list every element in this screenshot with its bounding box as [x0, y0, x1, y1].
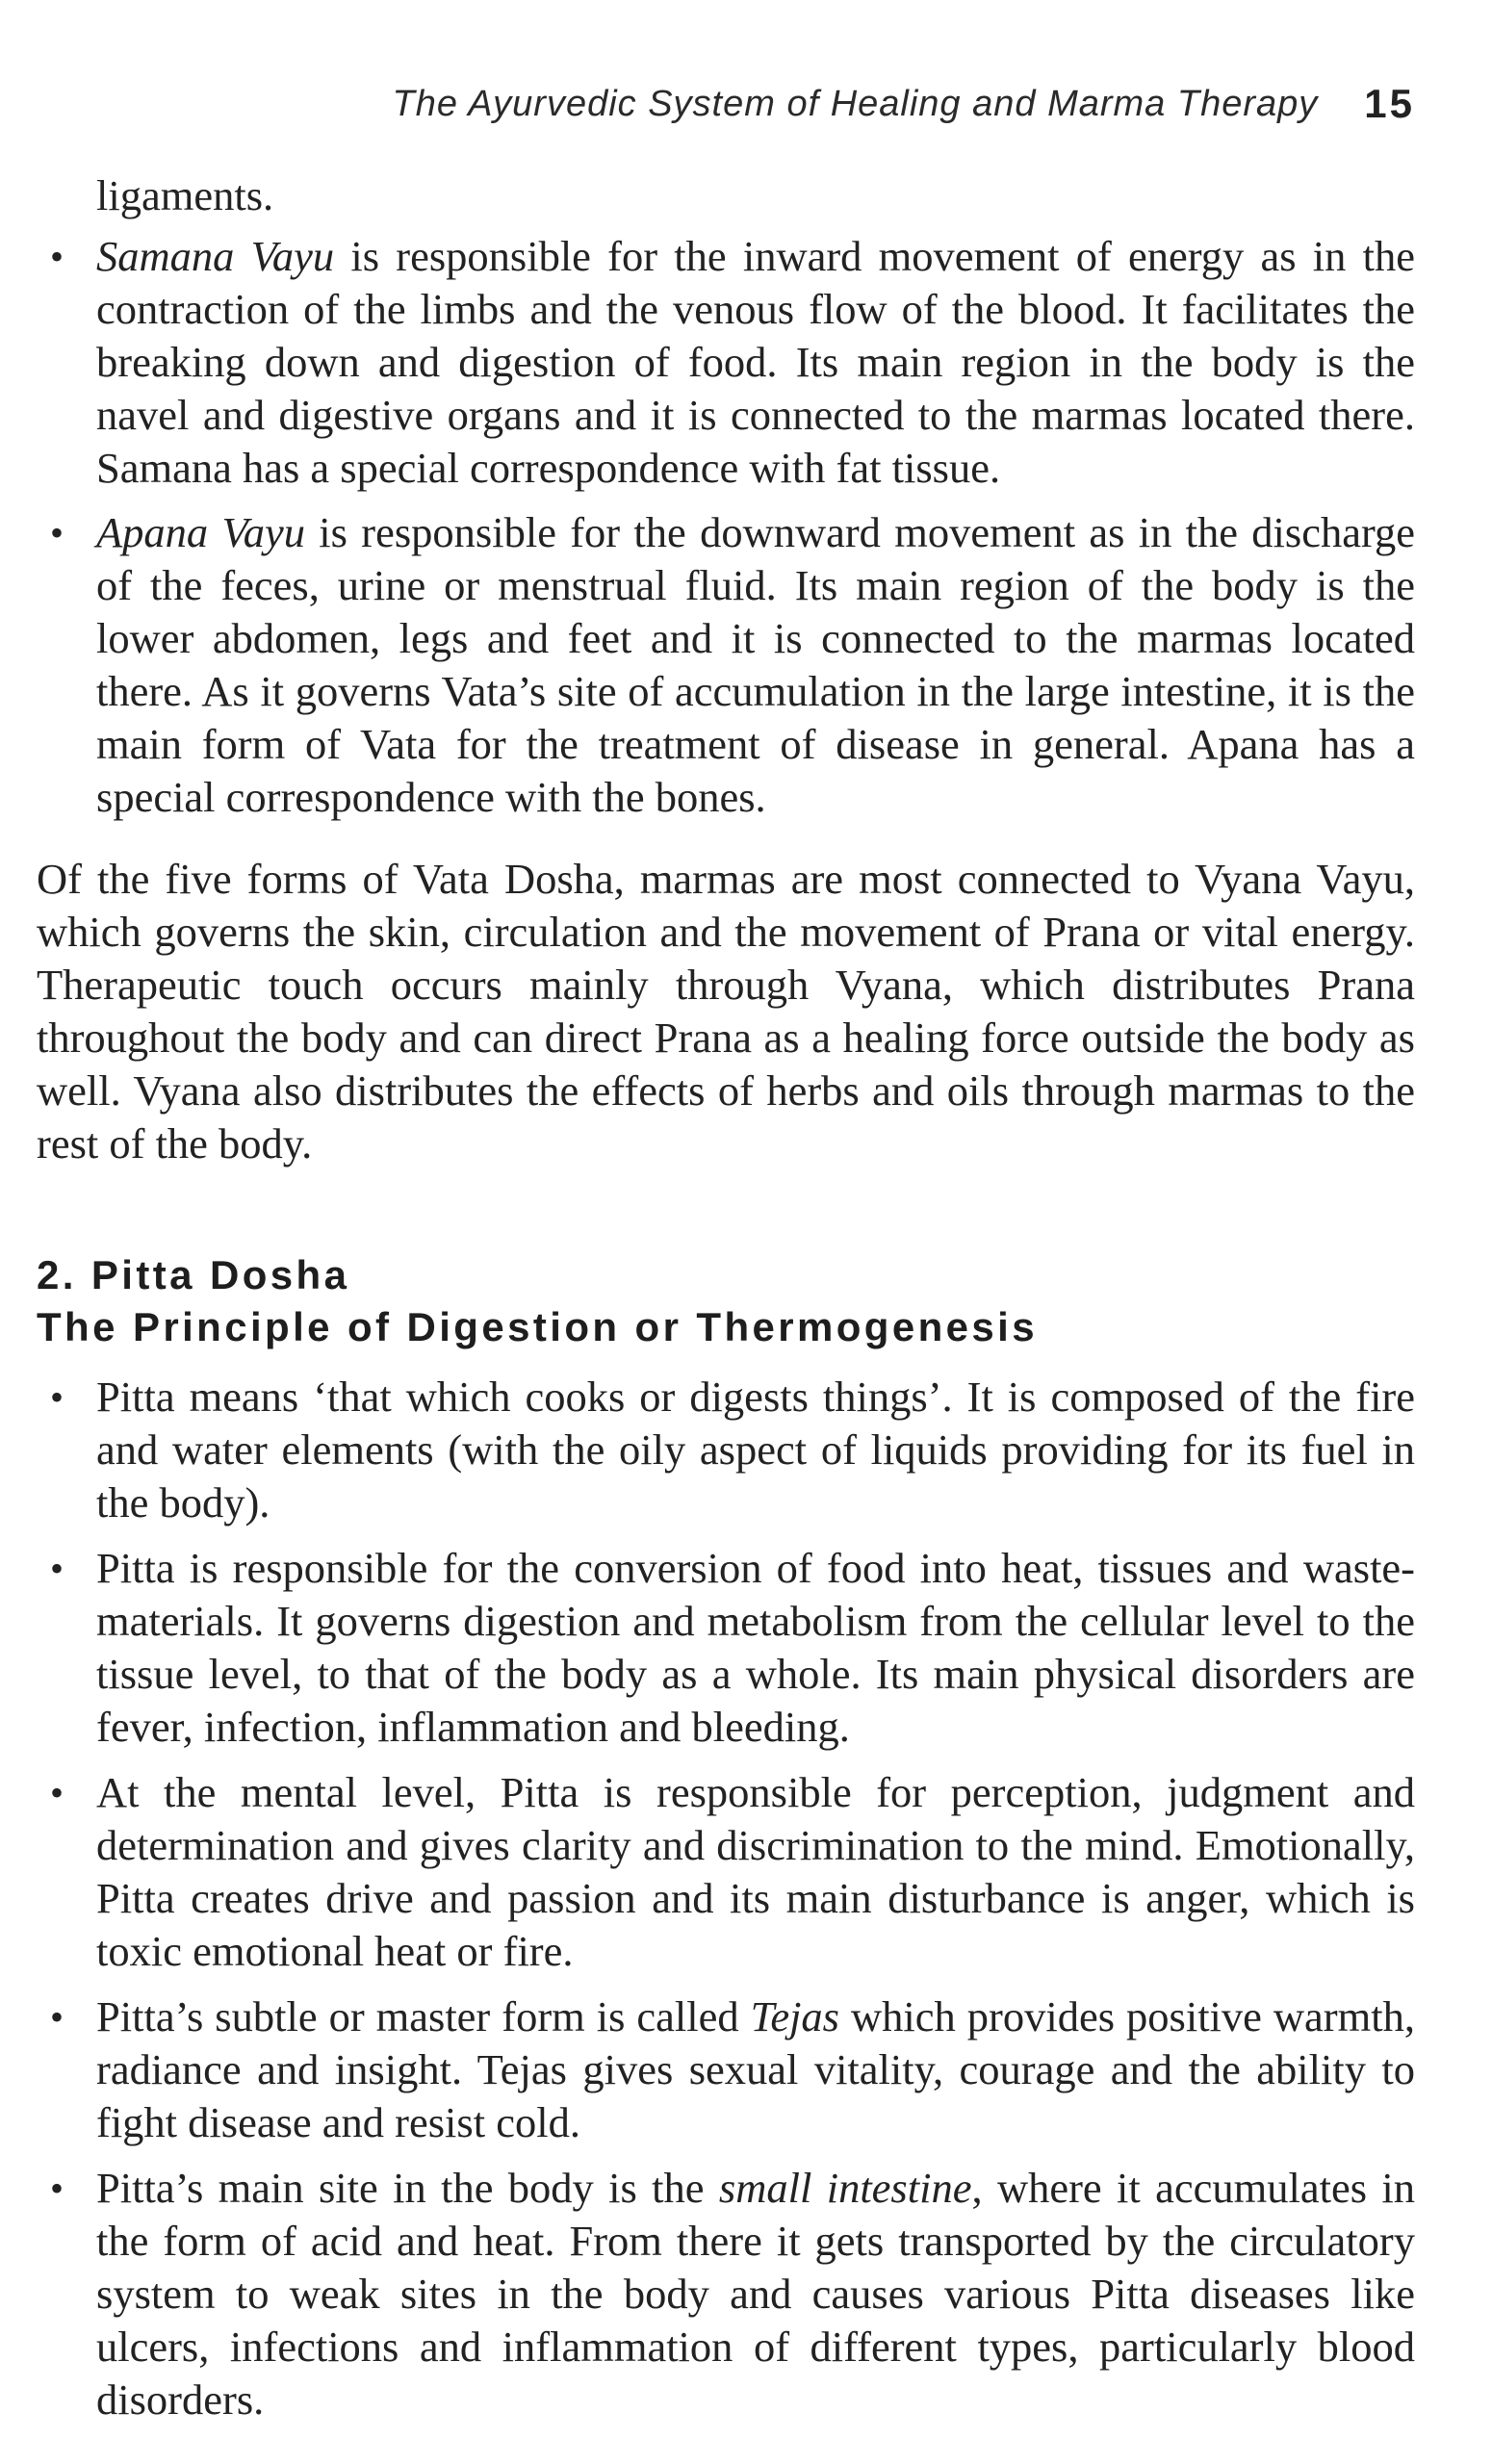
bullet-icon: •: [50, 511, 64, 554]
pitta-list: [37, 1371, 1415, 2426]
list-item-pitta-tejas: [37, 1990, 1415, 2149]
list-item-apana-vayu: [37, 506, 1415, 824]
vyana-paragraph: Of the five forms of Vata Dosha, marmas are most connected to Vyana Vayu, which governs the skin, circulation and the movement of Prana or vital energy. Therapeutic touch occurs mainly through Vyana, which distributes Prana throughout the body and can direct Prana as a healing force outside the body as well. Vyana also distributes the effects of herbs and oils through marmas to the rest of the body.: [37, 855, 1415, 1168]
list-item-pitta-site: [37, 2162, 1415, 2426]
pitta-tejas-text-after: which provides positive warmth, radiance and insight. Tejas gives sexual vitality, courage and the ability to fight disease and resist cold.: [96, 1992, 1415, 2146]
list-item-pitta-function: [37, 1542, 1415, 1754]
running-head: [318, 75, 1415, 133]
pitta-tejas-text-before: Pitta’s subtle or master form is called: [96, 1992, 751, 2040]
pitta-mental-text: At the mental level, Pitta is responsible for perception, judgment and determination and gives clarity and discrimination to the mind. Emotionally, Pitta creates drive and passion and its main disturbance is anger, which is toxic emotional heat or fire.: [96, 1768, 1415, 1975]
pitta-site-text-before: Pitta’s main site in the body is the: [96, 2164, 719, 2212]
pitta-site-text-after: , where it accumulates in the form of acid and heat. From there it gets transported by the circulatory system to weak sites in the body and causes various Pitta diseases like ulcers, infections and inflammation of different types, particularly blood disorders.: [96, 2164, 1415, 2424]
apana-vayu-text: is responsible for the downward movement as in the discharge of the feces, urine or menstrual fluid. Its main region of the body is the lower abdomen, legs and feet and it is connected to the marmas located there. As it governs Vata’s site of accumulation in the large intestine, it is the main form of Vata for the treatment of disease in general. Apana has a special correspondence with the bones.: [96, 508, 1415, 821]
bullet-icon: •: [50, 2167, 64, 2210]
samana-vayu-text: is responsible for the inward movement of energy as in the contraction of the limbs and the venous flow of the blood. It facilitates the breaking down and digestion of food. Its main region in the body is the navel and digestive organs and it is connected to the marmas located there. Samana has a special correspondence with fat tissue.: [96, 232, 1416, 492]
section-number-title: 2. Pitta Dosha: [37, 1252, 350, 1297]
continued-text: ligaments.: [96, 171, 274, 219]
list-item-pitta-meaning: [37, 1371, 1415, 1529]
section-heading: [37, 1249, 1415, 1353]
bullet-icon: •: [50, 235, 64, 278]
list-item-samana-vayu: [37, 230, 1415, 495]
bullet-icon: •: [50, 1375, 64, 1419]
bullet-icon: •: [50, 1547, 64, 1590]
section-subtitle: The Principle of Digestion or Thermogenesis: [37, 1304, 1039, 1349]
term-apana-vayu: Apana Vayu: [96, 508, 305, 556]
body-text: [37, 169, 1415, 2439]
term-tejas: Tejas: [750, 1992, 840, 2040]
term-samana-vayu: Samana Vayu: [96, 232, 335, 280]
bullet-icon: •: [50, 1995, 64, 2039]
vata-subtype-list: [37, 230, 1415, 824]
list-item-pitta-mental: [37, 1766, 1415, 1978]
page-number: 15: [1364, 81, 1415, 126]
running-title: The Ayurvedic System of Healing and Marma Therapy: [392, 83, 1319, 124]
pitta-function-text: Pitta is responsible for the conversion of food into heat, tissues and waste-materials. It governs digestion and metabolism from the cellular level to the tissue level, to that of the body as a whole. Its main physical disorders are fever, infection, inflammation and bleeding.: [96, 1544, 1415, 1751]
pitta-meaning-text: Pitta means ‘that which cooks or digests things’. It is composed of the fire and water elements (with the oily aspect of liquids providing for its fuel in the body).: [96, 1373, 1415, 1527]
term-small-intestine: small intestine: [718, 2164, 972, 2212]
bullet-icon: •: [50, 1771, 64, 1814]
